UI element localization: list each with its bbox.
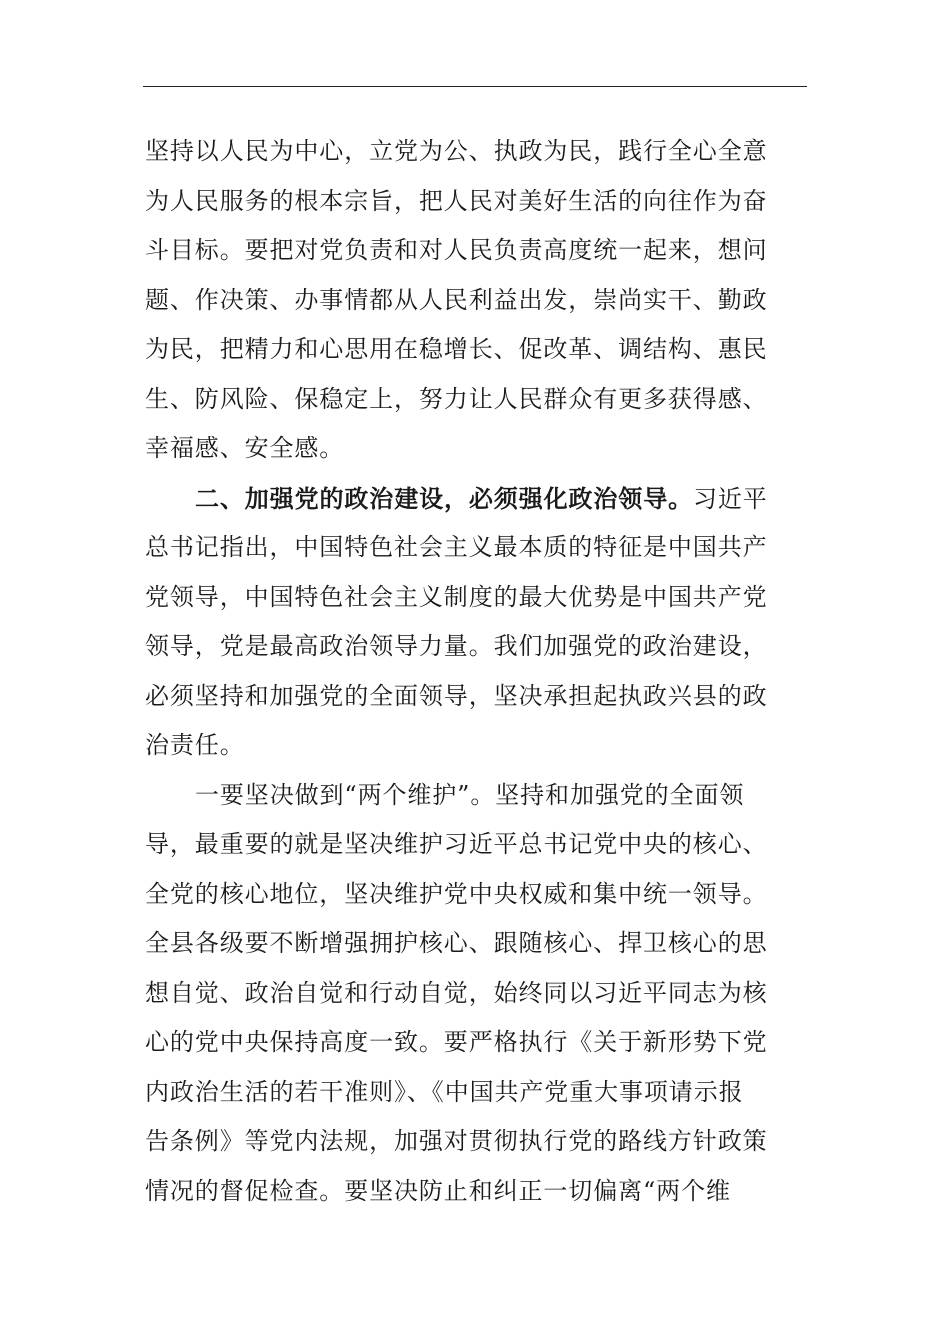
text-line: 党领导，中国特色社会主义制度的最大优势是中国共产党 (145, 582, 768, 611)
text-line: 导，最重要的就是坚决维护习近平总书记党中央的核心、 (145, 830, 768, 858)
text-line: 全县各级要不断增强拥护核心、跟随核心、捍卫核心的思 (145, 929, 768, 957)
text-line: 领导，党是最高政治领导力量。我们加强党的政治建设， (145, 632, 768, 660)
text-line: 为人民服务的根本宗旨，把人民对美好生活的向往作为奋 (145, 186, 768, 215)
text-line: 幸福感、安全感。 (145, 434, 345, 462)
document-body (145, 127, 811, 1216)
text-line: 内政治生活的若干准则》、《中国共产党重大事项请示报 (145, 1077, 744, 1106)
text-line: 全党的核心地位，坚决维护党中央权威和集中统一领导。 (145, 879, 768, 908)
paragraph-1 (145, 127, 811, 474)
paragraph-3 (145, 771, 811, 1217)
text-line: 斗目标。要把对党负责和对人民负责高度统一起来，想问 (145, 236, 768, 264)
text-line: 总书记指出，中国特色社会主义最本质的特征是中国共产 (145, 533, 768, 561)
text-line: 坚持以人民为中心，立党为公、执政为民，践行全心全意 (145, 137, 768, 165)
header-rule (143, 86, 807, 87)
text-line: 题、作决策、办事情都从人民利益出发，崇尚实干、勤政 (145, 285, 768, 314)
section-heading: 二、加强党的政治建设，必须强化政治领导。 (195, 483, 693, 513)
heading-line-rest: 习近平 (693, 484, 768, 513)
text-line: 情况的督促检查。要坚决防止和纠正一切偏离“两个维 (145, 1176, 731, 1205)
paragraph-2 (145, 474, 811, 771)
text-line: 想自觉、政治自觉和行动自觉，始终同以习近平同志为核 (145, 978, 768, 1007)
text-line: 告条例》等党内法规，加强对贯彻执行党的路线方针政策 (145, 1127, 768, 1155)
text-line: 必须坚持和加强党的全面领导，坚决承担起执政兴县的政 (145, 681, 768, 710)
text-line: 一要坚决做到“两个维护”。坚持和加强党的全面领 (195, 780, 745, 809)
text-line: 为民，把精力和心思用在稳增长、促改革、调结构、惠民 (145, 335, 768, 363)
text-line: 心的党中央保持高度一致。要严格执行《关于新形势下党 (145, 1028, 768, 1056)
section-heading-line (145, 474, 811, 524)
text-line: 治责任。 (145, 731, 245, 759)
text-line: 生、防风险、保稳定上，努力让人民群众有更多获得感、 (145, 384, 768, 413)
